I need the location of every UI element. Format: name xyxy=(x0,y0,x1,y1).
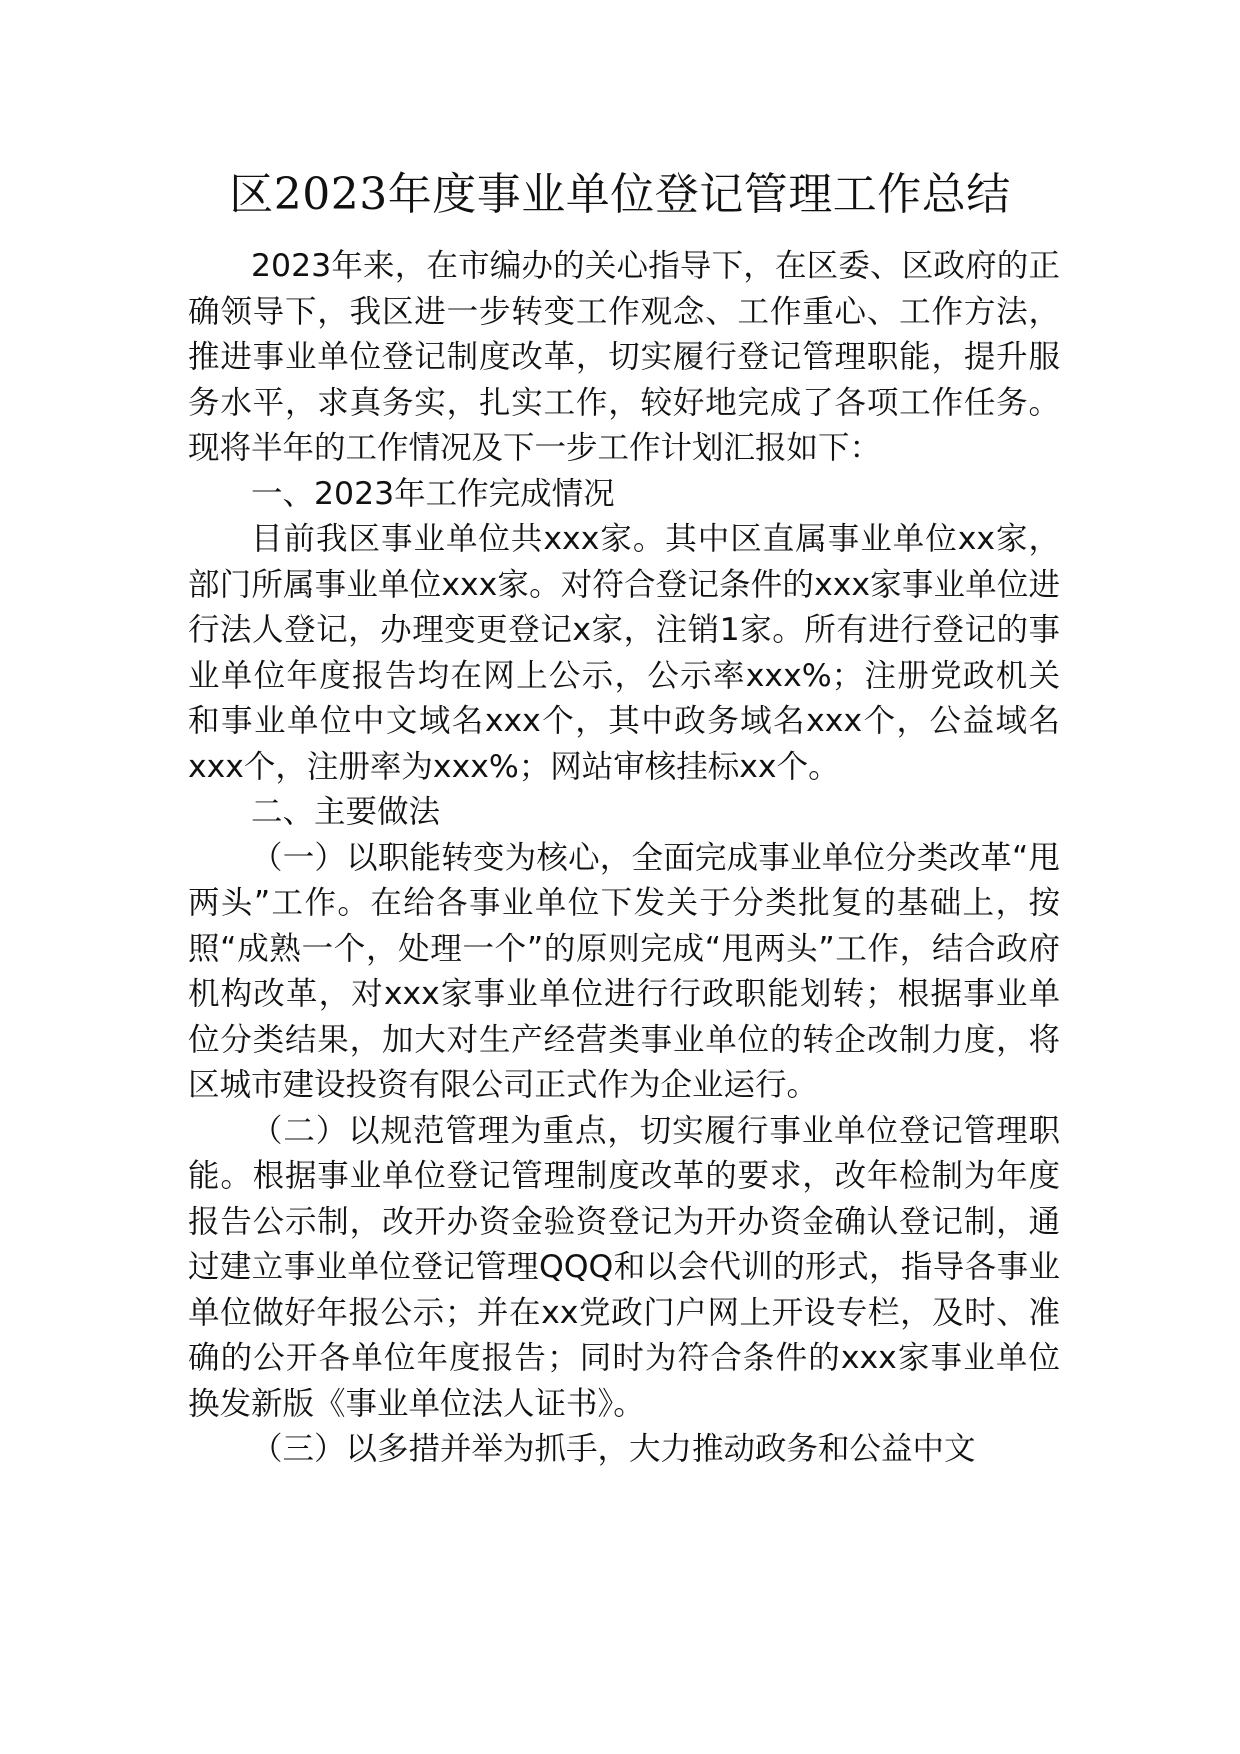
method-paragraph-3: （三）以多措并举为抓手，大力推动政务和公益中文 xyxy=(251,1431,976,1467)
document-body xyxy=(188,244,1060,1473)
document-title: 区2023年度事业单位登记管理工作总结 xyxy=(229,169,1011,220)
method-paragraph-2: （二）以规范管理为重点，切实履行事业单位登记管理职能。根据事业单位登记管理制度改革的要求，改年检制为年度报告公示制，改开办资金验资登记为开办资金确认登记制，通过建立事业单位登记管理QQQ和以会代训的形式，指导各事业单位做好年报公示；并在xx党政门户网上开设专栏，及时、准确的公开各单位年度报告；同时为符合条件的xxx家事业单位换发新版《事业单位法人证书》。 xyxy=(188,1112,1060,1422)
section-heading-1: 一、2023年工作完成情况 xyxy=(251,475,615,512)
section-heading-2: 二、主要做法 xyxy=(251,794,441,830)
method-paragraph-1: （一）以职能转变为核心，全面完成事业单位分类改革“甩两头”工作。在给各事业单位下发关于分类批复的基础上，按照“成熟一个，处理一个”的原则完成“甩两头”工作，结合政府机构改革，对xxx家事业单位进行行政职能划转；根据事业单位分类结果，加大对生产经营类事业单位的转企改制力度，将区城市建设投资有限公司正式作为企业运行。 xyxy=(188,839,1060,1103)
status-paragraph: 目前我区事业单位共xxx家。其中区直属事业单位xx家，部门所属事业单位xxx家。对符合登记条件的xxx家事业单位进行法人登记，办理变更登记x家，注销1家。所有进行登记的事业单位年度报告均在网上公示，公示率xxx%；注册党政机关和事业单位中文域名xxx个，其中政务域名xxx个，公益域名xxx个，注册率为xxx%；网站审核挂标xx个。 xyxy=(188,521,1060,785)
intro-paragraph: 2023年来，在市编办的关心指导下，在区委、区政府的正确领导下，我区进一步转变工作观念、工作重心、工作方法，推进事业单位登记制度改革，切实履行登记管理职能，提升服务水平，求真务实，扎实工作，较好地完成了各项工作任务。现将半年的工作情况及下一步工作计划汇报如下： xyxy=(188,248,1060,466)
